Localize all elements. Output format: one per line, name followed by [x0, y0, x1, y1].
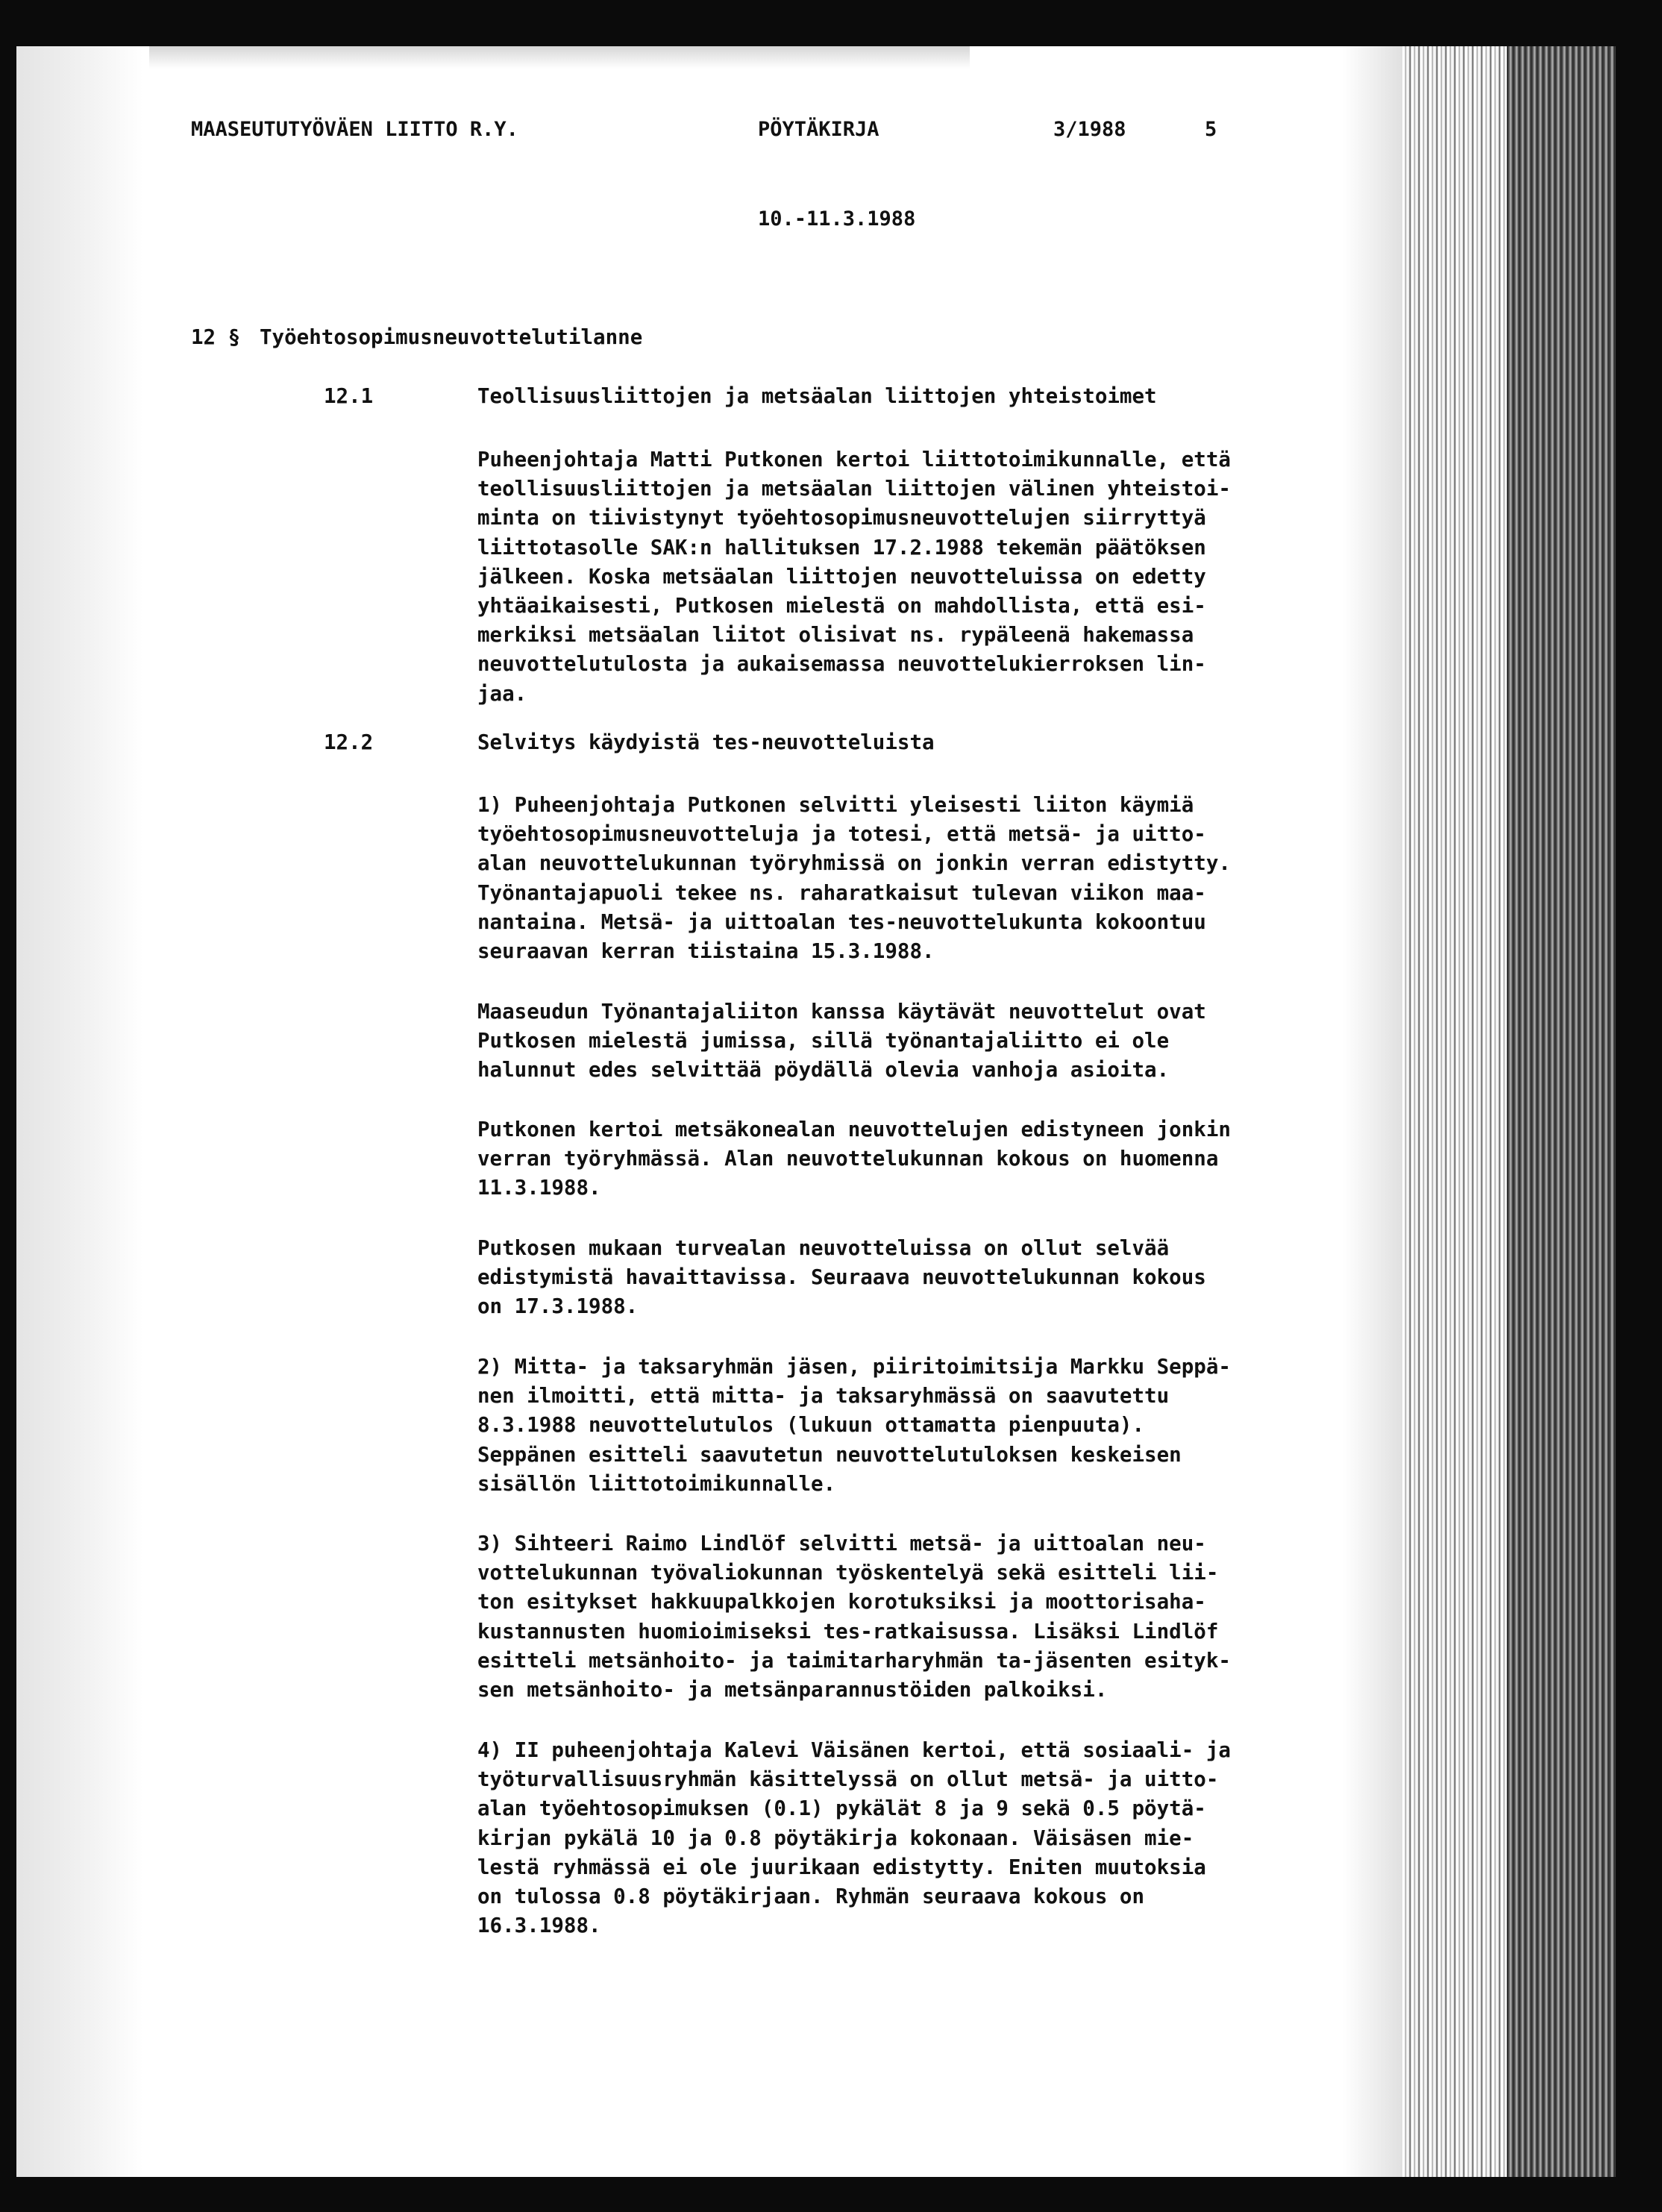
section-number: 12 § [191, 325, 241, 349]
scan-border-left [0, 0, 16, 2212]
scan-border-right [1616, 0, 1662, 2212]
subsection-number: 12.1 [324, 384, 374, 408]
meeting-date: 10.-11.3.1988 [758, 207, 916, 231]
section-title: Työehtosopimusneuvottelutilanne [260, 325, 643, 349]
header-page-number: 5 [1205, 118, 1217, 141]
subsection-title: Selvitys käydyistä tes-neuvotteluista [477, 730, 935, 754]
scan-border-bottom [0, 2177, 1662, 2212]
paragraph: 3) Sihteeri Raimo Lindlöf selvitti metsä- ja uittoalan neu- vottelukunnan työvaliokunnan työskentelyä sekä esitteli lii- ton esitykset hakkuupalkkojen korotuksiksi ja moottorisaha- kustannusten huomioimiseksi tes-ratkaisussa. Lisäksi Lindlöf esitteli metsänhoito- ja taimitarharyhmän ta-jäsenten esityk- sen metsänhoito- ja metsänparannustöiden palkoiksi. [477, 1532, 1231, 1702]
paragraph: 4) II puheenjohtaja Kalevi Väisänen kertoi, että sosiaali- ja työturvallisuusryhmän käsittelyssä on ollut metsä- ja uitto- alan työehtosopimuksen (0.1) pykälät 8 ja 9 sekä 0.5 pöytä- kirjan pykälä 10 ja 0.8 pöytäkirja kokonaan. Väisäsen mie- lestä ryhmässä ei ole juurikaan edistytty. Eniten muutoksia on tulossa 0.8 pöytäkirjaan. Ryhmän seuraava kokous on 16.3.1988. [477, 1738, 1231, 1938]
paragraph: Putkonen kertoi metsäkonealan neuvottelujen edistyneen jonkin verran työryhmässä. Alan neuvottelukunnan kokous on huomenna 11.3.1988. [477, 1118, 1231, 1200]
previous-page-edge [16, 46, 143, 2177]
scan-border-top [0, 0, 1662, 46]
paragraph: Maaseudun Työnantajaliiton kanssa käytävät neuvottelut ovat Putkosen mielestä jumissa, sillä työnantajaliitto ei ole halunnut edes selvittää pöydällä olevia vanhoja asioita. [477, 1000, 1206, 1082]
page-top-shadow [149, 46, 970, 69]
paragraph: Putkosen mukaan turvealan neuvotteluissa on ollut selvää edistymistä havaittavissa. Seuraava neuvottelukunnan kokous on 17.3.1988. [477, 1236, 1206, 1319]
header-doc-number: 3/1988 [1053, 118, 1126, 141]
header-doc-type: PÖYTÄKIRJA [758, 118, 879, 141]
book-cover-edge [1507, 46, 1616, 2177]
paragraph: Puheenjohtaja Matti Putkonen kertoi liittotoimikunnalle, että teollisuusliittojen ja metsäalan liittojen välinen yhteistoi- minta on tiivistynyt työehtosopimusneuvottelujen siirryttyä liittotasolle SAK:n hallituksen 17.2.1988 tekemän päätöksen jälkeen. Koska metsäalan liittojen neuvotteluissa on edetty yhtäaikaisesti, Putkosen mielestä on mahdollista, että esi- merkiksi metsäalan liitot olisivat ns. rypäleenä hakemassa neuvottelutulosta ja aukaisemassa neuvottelukierroksen lin- jaa. [477, 448, 1231, 706]
header-organization: MAASEUTUTYÖVÄEN LIITTO R.Y. [191, 118, 518, 141]
gutter-shadow [1343, 46, 1402, 2177]
subsection-title: Teollisuusliittojen ja metsäalan liittojen yhteistoimet [477, 384, 1157, 408]
paragraph: 1) Puheenjohtaja Putkonen selvitti yleisesti liiton käymiä työehtosopimusneuvotteluja ja totesi, että metsä- ja uitto- alan neuvottelukunnan työryhmissä on jonkin verran edistytty. Työnantajapuoli tekee ns. raharatkaisut tulevan viikon maa- nantaina. Metsä- ja uittoalan tes-neuvottelukunta kokoontuu seuraavan kerran tiistaina 15.3.1988. [477, 793, 1231, 964]
paragraph: 2) Mitta- ja taksaryhmän jäsen, piiritoimitsija Markku Seppä- nen ilmoitti, että mitta- ja taksaryhmässä on saavutettu 8.3.1988 neuvottelutulos (lukuun ottamatta pienpuuta). Seppänen esitteli saavutetun neuvottelutuloksen keskeisen sisällön liittotoimikunnalle. [477, 1355, 1231, 1496]
subsection-number: 12.2 [324, 730, 374, 754]
